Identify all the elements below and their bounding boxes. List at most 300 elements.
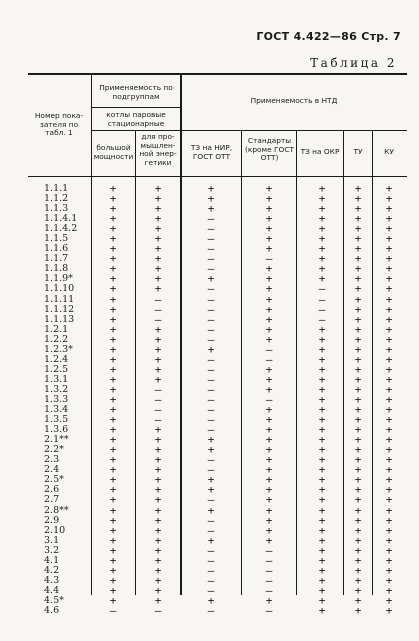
applicability-mark: + bbox=[318, 202, 326, 216]
applicability-mark: + bbox=[354, 593, 362, 607]
applicability-mark: + bbox=[385, 573, 393, 587]
applicability-mark: + bbox=[318, 543, 326, 557]
applicability-mark: + bbox=[354, 352, 362, 366]
applicability-mark: + bbox=[385, 523, 393, 537]
applicability-mark: + bbox=[265, 202, 273, 216]
applicability-mark: + bbox=[154, 423, 162, 437]
applicability-mark: — bbox=[207, 262, 215, 276]
table-title: Таблица 2 bbox=[310, 56, 397, 70]
applicability-mark: + bbox=[109, 563, 117, 577]
header-kotly: котлы паровые стационарные bbox=[106, 110, 166, 128]
applicability-mark: + bbox=[265, 523, 273, 537]
applicability-mark: + bbox=[318, 493, 326, 507]
applicability-mark: + bbox=[354, 322, 362, 336]
applicability-mark: + bbox=[154, 222, 162, 236]
row-number: 2.7 bbox=[44, 494, 60, 506]
applicability-mark: + bbox=[154, 232, 162, 246]
applicability-mark: + bbox=[318, 413, 326, 427]
applicability-mark: + bbox=[154, 282, 162, 296]
applicability-mark: — bbox=[207, 302, 215, 316]
applicability-mark: — bbox=[207, 453, 215, 467]
applicability-mark: + bbox=[354, 453, 362, 467]
col-divider bbox=[180, 73, 182, 595]
header-ku: КУ bbox=[384, 147, 394, 156]
applicability-mark: + bbox=[385, 433, 393, 447]
applicability-mark: + bbox=[385, 403, 393, 417]
applicability-mark: + bbox=[154, 463, 162, 477]
applicability-mark: + bbox=[354, 332, 362, 346]
applicability-mark: — bbox=[154, 292, 162, 306]
applicability-mark: + bbox=[354, 533, 362, 547]
col-divider bbox=[135, 130, 136, 595]
applicability-mark: + bbox=[318, 433, 326, 447]
tz-nir-column bbox=[196, 184, 226, 616]
applicability-mark: + bbox=[318, 473, 326, 487]
industrial-column bbox=[143, 184, 173, 616]
applicability-mark: + bbox=[354, 182, 362, 195]
applicability-mark: — bbox=[207, 382, 215, 396]
applicability-mark: + bbox=[318, 182, 326, 195]
header-bottom-rule bbox=[28, 176, 407, 177]
applicability-mark: + bbox=[318, 262, 326, 276]
applicability-mark: + bbox=[154, 513, 162, 527]
header-tu: ТУ bbox=[353, 147, 363, 156]
applicability-mark: + bbox=[207, 533, 215, 547]
row-number: 4.2 bbox=[44, 564, 60, 576]
applicability-mark: — bbox=[318, 312, 326, 326]
applicability-mark: + bbox=[318, 453, 326, 467]
applicability-mark: + bbox=[109, 593, 117, 607]
applicability-mark: — bbox=[265, 352, 273, 366]
applicability-mark: + bbox=[109, 443, 117, 457]
applicability-mark: + bbox=[385, 483, 393, 497]
applicability-mark: + bbox=[354, 362, 362, 376]
row-number: 4.1 bbox=[44, 554, 60, 566]
row-number: 2.9 bbox=[44, 514, 60, 526]
applicability-mark: — bbox=[154, 392, 162, 406]
applicability-mark: + bbox=[318, 593, 326, 607]
header-subgroup: Применяемость по подгруппам bbox=[99, 83, 173, 101]
applicability-mark: + bbox=[318, 232, 326, 246]
header-tz-okr: ТЗ на ОКР bbox=[300, 147, 340, 156]
applicability-mark: + bbox=[318, 603, 326, 617]
applicability-mark: + bbox=[265, 312, 273, 326]
applicability-mark: + bbox=[154, 372, 162, 386]
row-number: 1.1.12 bbox=[44, 303, 75, 315]
applicability-mark: + bbox=[354, 573, 362, 587]
applicability-mark: — bbox=[207, 423, 215, 437]
applicability-mark: + bbox=[109, 533, 117, 547]
applicability-mark: + bbox=[318, 342, 326, 356]
row-number: 4.3 bbox=[44, 574, 60, 586]
applicability-mark: — bbox=[207, 413, 215, 427]
applicability-mark: + bbox=[109, 423, 117, 437]
row-number: 2.3 bbox=[44, 454, 60, 466]
applicability-mark: + bbox=[318, 513, 326, 527]
applicability-mark: + bbox=[354, 262, 362, 276]
applicability-mark: + bbox=[385, 583, 393, 597]
applicability-mark: + bbox=[265, 473, 273, 487]
applicability-mark: + bbox=[154, 573, 162, 587]
applicability-mark: + bbox=[318, 443, 326, 457]
applicability-mark: + bbox=[385, 282, 393, 296]
applicability-mark: + bbox=[318, 403, 326, 417]
applicability-mark: + bbox=[318, 362, 326, 376]
applicability-mark: — bbox=[154, 302, 162, 316]
applicability-mark: + bbox=[154, 433, 162, 447]
applicability-mark: + bbox=[354, 252, 362, 266]
applicability-mark: + bbox=[318, 523, 326, 537]
row-number: 1.2.3* bbox=[44, 343, 73, 355]
applicability-mark: — bbox=[265, 553, 273, 567]
row-number: 1.2.5 bbox=[44, 363, 69, 375]
applicability-mark: + bbox=[385, 252, 393, 266]
applicability-mark: + bbox=[109, 382, 117, 396]
applicability-mark: + bbox=[354, 543, 362, 557]
applicability-mark: + bbox=[385, 413, 393, 427]
row-number: 1.1.4.2 bbox=[44, 223, 78, 235]
applicability-mark: + bbox=[207, 182, 215, 195]
applicability-mark: + bbox=[154, 533, 162, 547]
applicability-mark: + bbox=[109, 282, 117, 296]
applicability-mark: + bbox=[109, 433, 117, 447]
applicability-mark: + bbox=[265, 463, 273, 477]
applicability-mark: + bbox=[265, 192, 273, 206]
header-ntd: Применяемость в НТД bbox=[250, 96, 338, 105]
applicability-mark: + bbox=[385, 463, 393, 477]
applicability-mark: + bbox=[154, 192, 162, 206]
standards-column bbox=[254, 184, 284, 616]
applicability-mark: + bbox=[385, 232, 393, 246]
applicability-mark: — bbox=[207, 583, 215, 597]
header-industrial: для про-мышлен-ной энер-гетики bbox=[139, 132, 177, 167]
row-number: 1.3.2 bbox=[44, 383, 69, 395]
applicability-mark: + bbox=[385, 513, 393, 527]
applicability-mark: + bbox=[207, 483, 215, 497]
applicability-mark: + bbox=[354, 282, 362, 296]
applicability-mark: + bbox=[109, 513, 117, 527]
applicability-mark: + bbox=[154, 523, 162, 537]
applicability-mark: + bbox=[354, 473, 362, 487]
applicability-mark: + bbox=[265, 362, 273, 376]
applicability-mark: + bbox=[207, 593, 215, 607]
applicability-mark: + bbox=[318, 382, 326, 396]
applicability-mark: + bbox=[207, 272, 215, 286]
applicability-mark: + bbox=[154, 553, 162, 567]
applicability-mark: + bbox=[354, 302, 362, 316]
applicability-mark: + bbox=[154, 543, 162, 557]
applicability-mark: + bbox=[354, 232, 362, 246]
applicability-mark: + bbox=[354, 392, 362, 406]
applicability-mark: + bbox=[265, 382, 273, 396]
applicability-mark: + bbox=[265, 262, 273, 276]
applicability-mark: + bbox=[354, 443, 362, 457]
applicability-mark: + bbox=[385, 202, 393, 216]
applicability-mark: + bbox=[109, 252, 117, 266]
row-number: 2.2* bbox=[44, 444, 64, 456]
applicability-mark: + bbox=[265, 593, 273, 607]
applicability-mark: — bbox=[207, 523, 215, 537]
row-number: 2.1** bbox=[44, 434, 69, 446]
applicability-mark: + bbox=[318, 272, 326, 286]
header-standards: Стандарты (кроме ГОСТ ОТТ) bbox=[244, 136, 295, 163]
tu-column bbox=[343, 184, 373, 616]
applicability-mark: + bbox=[207, 503, 215, 517]
applicability-mark: — bbox=[109, 603, 117, 617]
applicability-mark: + bbox=[354, 372, 362, 386]
applicability-mark: + bbox=[154, 252, 162, 266]
applicability-mark: — bbox=[154, 312, 162, 326]
applicability-mark: + bbox=[385, 192, 393, 206]
applicability-mark: — bbox=[207, 222, 215, 236]
applicability-mark: — bbox=[207, 282, 215, 296]
applicability-mark: + bbox=[354, 483, 362, 497]
applicability-mark: + bbox=[265, 332, 273, 346]
applicability-mark: — bbox=[207, 403, 215, 417]
applicability-mark: + bbox=[385, 222, 393, 236]
applicability-mark: + bbox=[109, 543, 117, 557]
applicability-mark: + bbox=[318, 553, 326, 567]
applicability-mark: + bbox=[354, 603, 362, 617]
applicability-mark: — bbox=[207, 372, 215, 386]
applicability-mark: + bbox=[354, 382, 362, 396]
applicability-mark: + bbox=[154, 362, 162, 376]
applicability-mark: + bbox=[318, 533, 326, 547]
applicability-mark: — bbox=[154, 413, 162, 427]
row-number: 4.4 bbox=[44, 584, 60, 596]
applicability-mark: + bbox=[265, 533, 273, 547]
row-number: 4.5* bbox=[44, 594, 64, 606]
applicability-mark: + bbox=[385, 593, 393, 607]
applicability-mark: + bbox=[354, 413, 362, 427]
row-number: 1.1.7 bbox=[44, 253, 69, 265]
applicability-mark: + bbox=[154, 453, 162, 467]
applicability-mark: — bbox=[154, 382, 162, 396]
applicability-mark: + bbox=[109, 372, 117, 386]
applicability-mark: + bbox=[109, 232, 117, 246]
row-number: 1.1.2 bbox=[44, 193, 69, 205]
applicability-mark: — bbox=[207, 603, 215, 617]
header-row-number: Номер пока-зателя по табл. 1 bbox=[34, 111, 84, 138]
applicability-mark: + bbox=[265, 302, 273, 316]
applicability-mark: + bbox=[109, 192, 117, 206]
applicability-mark: + bbox=[207, 342, 215, 356]
applicability-mark: + bbox=[265, 282, 273, 296]
table-top-rule bbox=[28, 73, 407, 75]
applicability-mark: — bbox=[207, 252, 215, 266]
row-number: 2.6 bbox=[44, 484, 60, 496]
col-divider bbox=[241, 130, 242, 595]
row-number: 1.1.4.1 bbox=[44, 213, 78, 225]
row-number: 1.3.1 bbox=[44, 373, 69, 385]
applicability-mark: + bbox=[109, 222, 117, 236]
document-header: ГОСТ 4.422—86 Стр. 7 bbox=[256, 30, 401, 43]
applicability-mark: + bbox=[265, 322, 273, 336]
row-number: 2.10 bbox=[44, 524, 66, 536]
applicability-mark: + bbox=[154, 182, 162, 195]
applicability-mark: + bbox=[109, 413, 117, 427]
applicability-mark: — bbox=[207, 392, 215, 406]
applicability-mark: + bbox=[109, 292, 117, 306]
applicability-mark: — bbox=[265, 543, 273, 557]
applicability-mark: + bbox=[109, 322, 117, 336]
applicability-mark: + bbox=[385, 543, 393, 557]
applicability-mark: + bbox=[318, 212, 326, 226]
row-number: 1.1.9* bbox=[44, 273, 73, 285]
applicability-mark: + bbox=[265, 423, 273, 437]
applicability-mark: + bbox=[265, 292, 273, 306]
row-number: 1.2.2 bbox=[44, 333, 69, 345]
applicability-mark: + bbox=[385, 563, 393, 577]
applicability-mark: — bbox=[265, 583, 273, 597]
applicability-mark: + bbox=[109, 212, 117, 226]
applicability-mark: + bbox=[207, 192, 215, 206]
applicability-mark: + bbox=[385, 212, 393, 226]
applicability-mark: + bbox=[318, 573, 326, 587]
applicability-mark: + bbox=[109, 453, 117, 467]
applicability-mark: + bbox=[154, 242, 162, 256]
row-number: 1.1.1 bbox=[44, 183, 69, 194]
applicability-mark: + bbox=[109, 272, 117, 286]
applicability-mark: + bbox=[109, 473, 117, 487]
applicability-mark: + bbox=[109, 463, 117, 477]
applicability-mark: — bbox=[318, 282, 326, 296]
applicability-mark: + bbox=[109, 362, 117, 376]
applicability-mark: + bbox=[318, 372, 326, 386]
ku-column bbox=[374, 184, 404, 616]
applicability-mark: + bbox=[154, 443, 162, 457]
applicability-mark: + bbox=[318, 423, 326, 437]
applicability-mark: + bbox=[354, 272, 362, 286]
row-number: 1.3.4 bbox=[44, 404, 69, 416]
applicability-mark: + bbox=[109, 312, 117, 326]
row-number: 1.1.8 bbox=[44, 263, 69, 275]
applicability-mark: + bbox=[318, 242, 326, 256]
applicability-mark: + bbox=[385, 242, 393, 256]
applicability-mark: + bbox=[265, 413, 273, 427]
applicability-mark: + bbox=[154, 583, 162, 597]
applicability-mark: + bbox=[154, 493, 162, 507]
applicability-mark: + bbox=[385, 342, 393, 356]
applicability-mark: + bbox=[109, 503, 117, 517]
row-number: 1.1.13 bbox=[44, 313, 75, 325]
applicability-mark: + bbox=[385, 262, 393, 276]
applicability-mark: + bbox=[318, 332, 326, 346]
applicability-mark: + bbox=[354, 312, 362, 326]
applicability-mark: + bbox=[354, 563, 362, 577]
row-number: 2.8** bbox=[44, 504, 69, 516]
applicability-mark: + bbox=[265, 453, 273, 467]
applicability-mark: — bbox=[207, 322, 215, 336]
applicability-mark: + bbox=[154, 212, 162, 226]
applicability-mark: — bbox=[207, 362, 215, 376]
applicability-mark: + bbox=[109, 352, 117, 366]
applicability-mark: — bbox=[154, 403, 162, 417]
applicability-mark: + bbox=[265, 503, 273, 517]
applicability-mark: + bbox=[265, 403, 273, 417]
applicability-mark: + bbox=[109, 392, 117, 406]
col-divider bbox=[296, 130, 297, 595]
applicability-mark: — bbox=[207, 212, 215, 226]
row-number: 2.5* bbox=[44, 474, 64, 486]
applicability-mark: — bbox=[207, 292, 215, 306]
row-number: 2.4 bbox=[44, 464, 60, 476]
row-number: 1.2.4 bbox=[44, 353, 69, 365]
applicability-mark: — bbox=[207, 493, 215, 507]
applicability-mark: + bbox=[265, 232, 273, 246]
applicability-mark: + bbox=[154, 593, 162, 607]
applicability-mark: + bbox=[109, 403, 117, 417]
applicability-mark: — bbox=[265, 573, 273, 587]
applicability-mark: + bbox=[318, 392, 326, 406]
applicability-mark: + bbox=[385, 352, 393, 366]
applicability-mark: + bbox=[265, 433, 273, 447]
applicability-mark: + bbox=[265, 222, 273, 236]
applicability-mark: + bbox=[385, 603, 393, 617]
applicability-mark: + bbox=[265, 242, 273, 256]
applicability-mark: + bbox=[265, 513, 273, 527]
applicability-mark: + bbox=[354, 423, 362, 437]
applicability-mark: + bbox=[318, 583, 326, 597]
applicability-mark: — bbox=[265, 392, 273, 406]
applicability-mark: + bbox=[154, 503, 162, 517]
applicability-mark: + bbox=[385, 493, 393, 507]
row-number: 1.3.3 bbox=[44, 393, 69, 405]
applicability-mark: + bbox=[385, 272, 393, 286]
applicability-mark: + bbox=[385, 322, 393, 336]
row-number: 3.1 bbox=[44, 534, 60, 546]
row-number: 4.6 bbox=[44, 604, 60, 616]
applicability-mark: + bbox=[154, 202, 162, 216]
header-tz-nir: ТЗ на НИР, ГОСТ ОТТ bbox=[190, 143, 233, 161]
applicability-mark: + bbox=[318, 563, 326, 577]
applicability-mark: + bbox=[109, 553, 117, 567]
applicability-mark: + bbox=[154, 352, 162, 366]
applicability-mark: + bbox=[318, 352, 326, 366]
applicability-mark: + bbox=[318, 252, 326, 266]
applicability-mark: — bbox=[207, 513, 215, 527]
applicability-mark: + bbox=[318, 322, 326, 336]
applicability-mark: + bbox=[154, 473, 162, 487]
applicability-mark: + bbox=[109, 332, 117, 346]
applicability-mark: + bbox=[109, 302, 117, 316]
applicability-mark: — bbox=[265, 563, 273, 577]
applicability-mark: + bbox=[318, 503, 326, 517]
ntd-rule bbox=[181, 130, 407, 131]
applicability-mark: + bbox=[354, 433, 362, 447]
applicability-mark: — bbox=[207, 332, 215, 346]
applicability-mark: + bbox=[109, 202, 117, 216]
applicability-mark: — bbox=[318, 302, 326, 316]
applicability-mark: — bbox=[154, 603, 162, 617]
tz-okr-column bbox=[307, 184, 337, 616]
applicability-mark: + bbox=[354, 212, 362, 226]
applicability-mark: + bbox=[265, 483, 273, 497]
applicability-mark: + bbox=[385, 423, 393, 437]
applicability-mark: — bbox=[265, 342, 273, 356]
row-number: 1.1.6 bbox=[44, 243, 69, 255]
applicability-mark: + bbox=[354, 583, 362, 597]
applicability-mark: — bbox=[318, 292, 326, 306]
applicability-mark: + bbox=[354, 342, 362, 356]
applicability-mark: + bbox=[109, 493, 117, 507]
applicability-mark: + bbox=[154, 272, 162, 286]
applicability-mark: + bbox=[385, 362, 393, 376]
applicability-mark: + bbox=[154, 563, 162, 577]
applicability-mark: — bbox=[207, 543, 215, 557]
applicability-mark: + bbox=[154, 262, 162, 276]
row-number: 1.1.11 bbox=[44, 293, 75, 305]
